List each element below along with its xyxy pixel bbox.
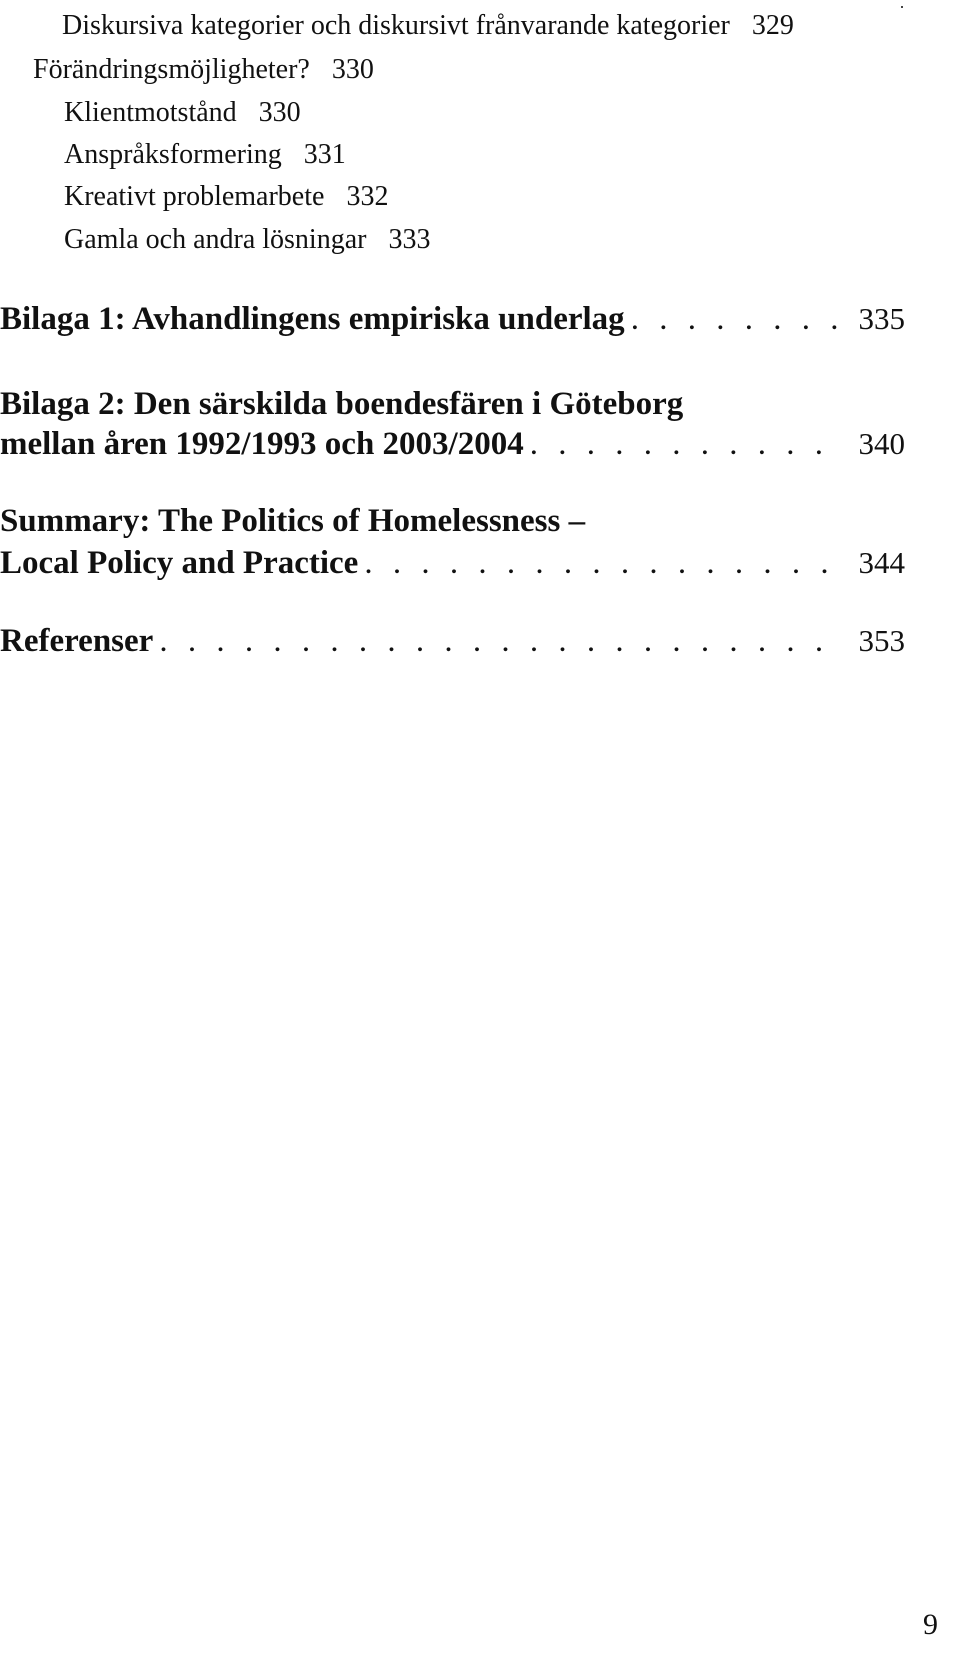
dot-leader [364, 547, 840, 580]
toc-subentry[interactable] [64, 226, 430, 254]
toc-entry-bilaga-2-cont[interactable] [0, 428, 905, 461]
toc-entry-summary[interactable] [0, 505, 905, 538]
scan-speck [901, 6, 903, 8]
toc-subentry-page: 333 [388, 224, 431, 255]
dot-leader [631, 303, 841, 336]
toc-subentry[interactable] [33, 56, 374, 84]
dot-leader [159, 625, 840, 658]
toc-entry-referenser[interactable] [0, 625, 905, 658]
toc-subentry[interactable] [64, 141, 346, 169]
toc-entry-bilaga-1[interactable] [0, 303, 905, 336]
toc-subentry-title: Diskursiva kategorier och diskursivt frånvarande kategorier [62, 10, 730, 41]
dot-leader [530, 428, 841, 461]
toc-subentry[interactable] [64, 183, 388, 211]
toc-subentry-page: 331 [303, 139, 346, 170]
toc-subentry-page: 332 [346, 181, 389, 212]
toc-subentry[interactable] [64, 99, 301, 127]
toc-entry-title-cont: Local Policy and Practice [0, 545, 359, 581]
toc-entry-summary-cont[interactable] [0, 547, 905, 580]
toc-entry-title: Summary: The Politics of Homelessness – [0, 503, 586, 539]
toc-entry-page: 344 [858, 545, 905, 580]
toc-subentry-title: Förändringsmöjligheter? [33, 54, 310, 85]
toc-entry-bilaga-2[interactable] [0, 388, 905, 421]
toc-subentry-title: Anspråksformering [64, 139, 282, 170]
toc-subentry-title: Klientmotstånd [64, 97, 237, 128]
toc-subentry-page: 330 [331, 54, 374, 85]
toc-entry-page: 353 [858, 623, 905, 658]
toc-subentry-page: 329 [751, 10, 794, 41]
toc-subentry[interactable] [62, 12, 794, 40]
page-number: 9 [923, 1608, 938, 1641]
toc-subentry-title: Kreativt problemarbete [64, 181, 325, 212]
toc-subentry-page: 330 [258, 97, 301, 128]
toc-entry-title-cont: mellan åren 1992/1993 och 2003/2004 [0, 426, 524, 462]
toc-entry-title: Bilaga 2: Den särskilda boendesfären i Göteborg [0, 386, 684, 422]
toc-entry-page: 335 [858, 301, 905, 336]
toc-subentry-title: Gamla och andra lösningar [64, 224, 367, 255]
toc-entry-page: 340 [858, 426, 905, 461]
toc-entry-title: Bilaga 1: Avhandlingens empiriska underlag [0, 301, 625, 337]
toc-entry-title: Referenser [0, 623, 154, 659]
